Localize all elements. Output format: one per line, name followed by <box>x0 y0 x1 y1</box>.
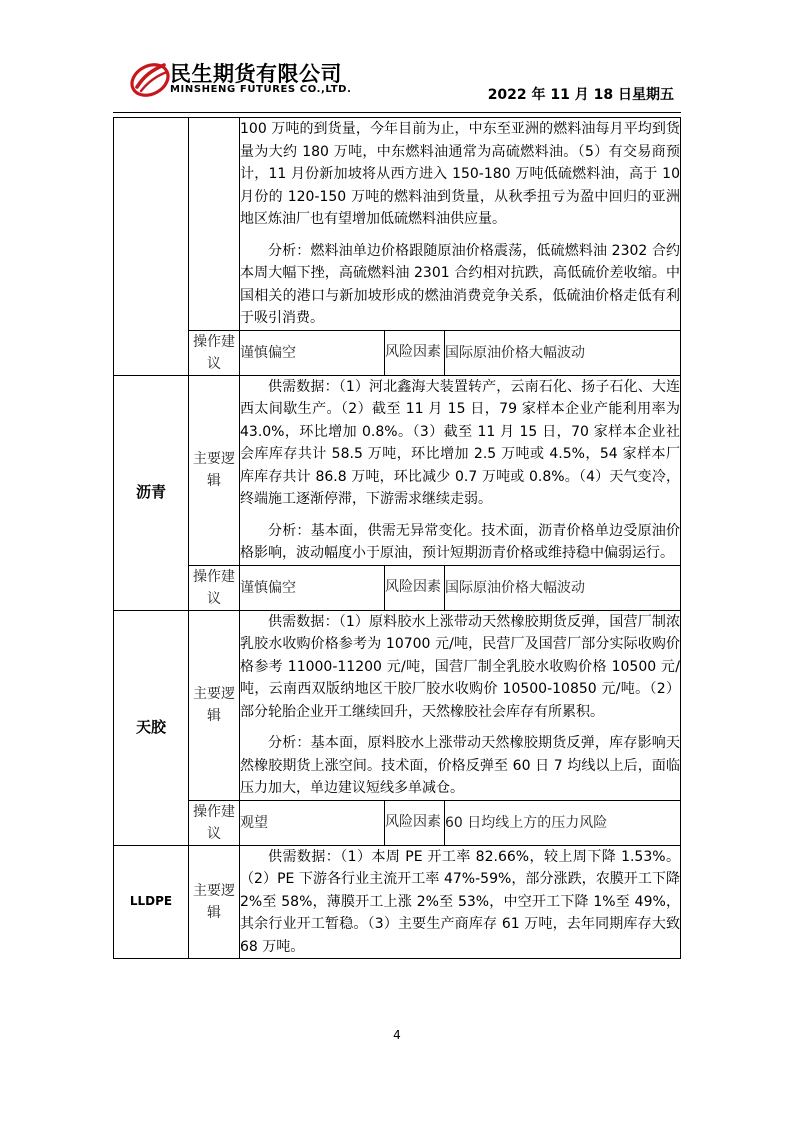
fuel-oil-logic-row <box>114 118 681 331</box>
fuel-oil-risk-value: 国际原油价格大幅波动 <box>445 330 681 375</box>
lldpe-supply-text: 供需数据：（1）本周 PE 开工率 82.66%，较上周下降 1.53%。（2）PE 下游各行业主流开工率 47%-59%，部分涨跌，农膜开工下降 2%至 58%，薄膜开工上涨 2%至 53%，中空开工下降 1%至 49%，其余行业开工暂稳。（3）主要生产商库存 61 万吨，去年同期库存大致 68 万吨。 <box>240 848 680 955</box>
fuel-oil-op-label: 操作建议 <box>189 330 240 375</box>
rubber-op-value: 观望 <box>240 800 385 845</box>
page-number: 4 <box>393 1028 401 1042</box>
rubber-logic-cell <box>240 610 681 800</box>
fuel-oil-op-value: 谨慎偏空 <box>240 330 385 375</box>
report-date: 2022 年 11 月 18 日星期五 <box>487 87 674 103</box>
rubber-risk-label: 风险因素 <box>385 800 445 845</box>
minsheng-logo-icon <box>128 56 172 100</box>
asphalt-logic-label: 主要逻辑 <box>189 375 240 565</box>
rubber-risk-value: 60 日均线上方的压力风险 <box>445 800 681 845</box>
asphalt-op-value: 谨慎偏空 <box>240 565 385 610</box>
rubber-category: 天胶 <box>114 610 189 845</box>
header-divider <box>113 112 681 113</box>
rubber-analysis-text: 分析：基本面，原料胶水上涨带动天然橡胶期货反弹，库存影响天然橡胶期货上涨空间。技术面，价格反弹至 60 日 7 均线以上后，面临压力加大，单边建议短线多单减仓。 <box>240 735 680 796</box>
company-name-en: MINSHENG FUTURES CO.,LTD. <box>170 84 352 95</box>
lldpe-logic-row <box>114 845 681 959</box>
asphalt-supply-text: 供需数据：（1）河北鑫海大装置转产，云南石化、扬子石化、大连西太间歇生产。（2）截至 11 月 15 日，79 家样本企业产能利用率为 43.0%，环比增加 0.8%。（3）截至 11 月 15 日，70 家样本企业社会库库存共计 58.5 万吨，环比增加 2.5 万吨或 4.5%，54 家样本厂库库存共计 86.8 万吨，环比减少 0.7 万吨或 0.8%。（4）天气变冷，终端施工逐渐停滞，下游需求继续走弱。 <box>240 378 680 507</box>
fuel-oil-logic-label-cell <box>189 118 240 331</box>
asphalt-op-label: 操作建议 <box>189 565 240 610</box>
asphalt-logic-row <box>114 375 681 565</box>
asphalt-risk-value: 国际原油价格大幅波动 <box>445 565 681 610</box>
rubber-supply-text: 供需数据：（1）原料胶水上涨带动天然橡胶期货反弹，国营厂制浓乳胶水收购价格参考为 10700 元/吨，民营厂及国营厂部分实际收购价格参考 11000-11200 元/吨，国营厂制全乳胶水收购价格 10500 元/吨，云南西双版纳地区干胶厂胶水收购价 10500-10850 元/吨。（2）部分轮胎企业开工继续回升，天然橡胶社会库存有所累积。 <box>240 613 680 720</box>
fuel-oil-operation-row <box>114 330 681 375</box>
lldpe-logic-cell <box>240 845 681 959</box>
asphalt-risk-label: 风险因素 <box>385 565 445 610</box>
fuel-oil-supply-text: 100 万吨的到货量，今年目前为止，中东至亚洲的燃料油每月平均到货量为大约 180 万吨，中东燃料油通常为高硫燃料油。（5）有交易商预计，11 月份新加坡将从西方进入 150-180 万吨低硫燃料油，高于 10 月份的 120-150 万吨的燃料油到货量，从秋季扭亏为盈中回归的亚洲地区炼油厂也有望增加低硫燃料油供应量。 <box>240 121 680 227</box>
asphalt-analysis-text: 分析：基本面，供需无异常变化。技术面，沥青价格单边受原油价格影响，波动幅度小于原油，预计短期沥青价格或维持稳中偏弱运行。 <box>240 522 680 561</box>
asphalt-operation-row <box>114 565 681 610</box>
asphalt-category: 沥青 <box>114 375 189 610</box>
lldpe-logic-label: 主要逻辑 <box>189 845 240 959</box>
fuel-oil-category-cell <box>114 118 189 376</box>
rubber-operation-row <box>114 800 681 845</box>
asphalt-logic-cell <box>240 375 681 565</box>
fuel-oil-logic-cell <box>240 118 681 331</box>
rubber-logic-label: 主要逻辑 <box>189 610 240 800</box>
rubber-op-label: 操作建议 <box>189 800 240 845</box>
lldpe-category: LLDPE <box>114 845 189 959</box>
fuel-oil-analysis-text: 分析：燃料油单边价格跟随原油价格震荡，低硫燃料油 2302 合约本周大幅下挫，高硫燃料油 2301 合约相对抗跌，高低硫价差收缩。中国相关的港口与新加坡形成的燃油消费竞争关系，低硫油价格走低有利于吸引消费。 <box>240 242 680 326</box>
rubber-logic-row <box>114 610 681 800</box>
fuel-oil-risk-label: 风险因素 <box>385 330 445 375</box>
company-name-cn: 民生期货有限公司 <box>170 62 342 86</box>
company-logo <box>128 56 388 100</box>
commodity-table <box>113 117 681 959</box>
